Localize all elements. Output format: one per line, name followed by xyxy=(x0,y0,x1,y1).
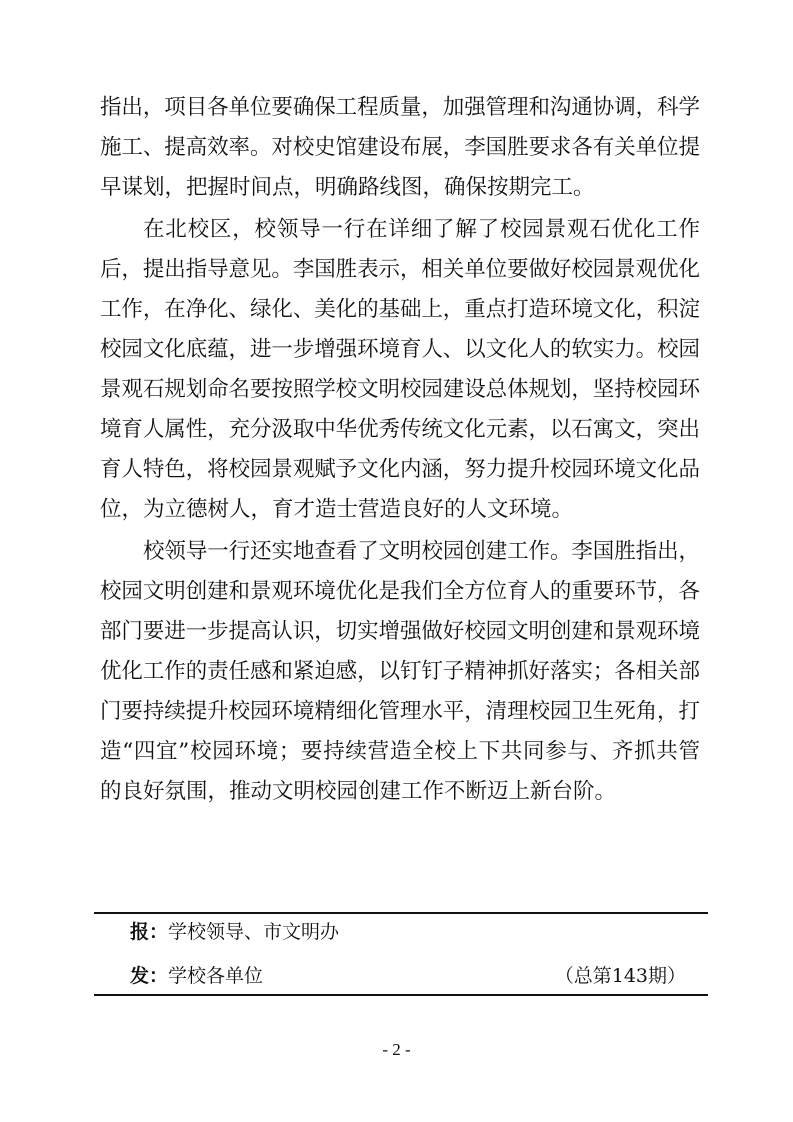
send-recipients: 学校各单位 xyxy=(168,965,264,987)
paragraph-line: 工作，在净化、绿化、美化的基础上，重点打造环境文化，积淀 xyxy=(100,297,700,322)
paragraph-line: 造“四宜”校园环境；要持续营造全校上下共同参与、齐抓共管 xyxy=(100,739,701,764)
paragraph-line: 门要持续提升校园环境精细化管理水平，清理校园卫生死角，打 xyxy=(100,699,700,724)
paragraph-line: 景观石规划命名要按照学校文明校园建设总体规划，坚持校园环 xyxy=(100,377,700,402)
send-to-line xyxy=(130,956,263,996)
distribution-bottom-rule xyxy=(94,994,708,996)
paragraph-line: 的良好氛围，推动文明校园创建工作不断迈上新台阶。 xyxy=(100,779,617,804)
paragraph-line: 后，提出指导意见。李国胜表示，相关单位要做好校园景观优化 xyxy=(100,257,700,282)
paragraph-line: 部门要进一步提高认识，切实增强做好校园文明创建和景观环境 xyxy=(100,619,700,644)
paragraph-line: 境育人属性，充分汲取中华优秀传统文化元素，以石寓文，突出 xyxy=(100,417,700,442)
paragraph-line: 校园文化底蕴，进一步增强环境育人、以文化人的软实力。校园 xyxy=(100,337,700,362)
paragraph-line: 位，为立德树人，育才造士营造良好的人文环境。 xyxy=(100,497,574,522)
paragraph-line: 早谋划，把握时间点，明确路线图，确保按期完工。 xyxy=(100,175,595,200)
paragraph-line: 校领导一行还实地查看了文明校园创建工作。李国胜指出， xyxy=(143,539,700,564)
paragraph-line: 优化工作的责任感和紧迫感，以钉钉子精神抓好落实；各相关部 xyxy=(100,659,700,684)
paragraph-line: 校园文明创建和景观环境优化是我们全方位育人的重要环节，各 xyxy=(100,579,700,604)
report-recipients: 学校领导、市文明办 xyxy=(168,921,340,943)
paragraph-line: 施工、提高效率。对校史馆建设布展，李国胜要求各有关单位提 xyxy=(100,135,700,160)
paragraph-line: 指出，项目各单位要确保工程质量，加强管理和沟通协调，科学 xyxy=(100,95,700,120)
paragraph-line: 在北校区，校领导一行在详细了解了校园景观石优化工作 xyxy=(143,217,701,242)
report-to-line xyxy=(130,912,339,952)
report-label: 报： xyxy=(130,921,169,943)
page-number: - 2 - xyxy=(382,1040,411,1059)
send-label: 发： xyxy=(130,965,169,987)
issue-number: （总第143期） xyxy=(554,965,686,987)
paragraph-line: 育人特色，将校园景观赋予文化内涵，努力提升校园环境文化品 xyxy=(100,457,700,482)
